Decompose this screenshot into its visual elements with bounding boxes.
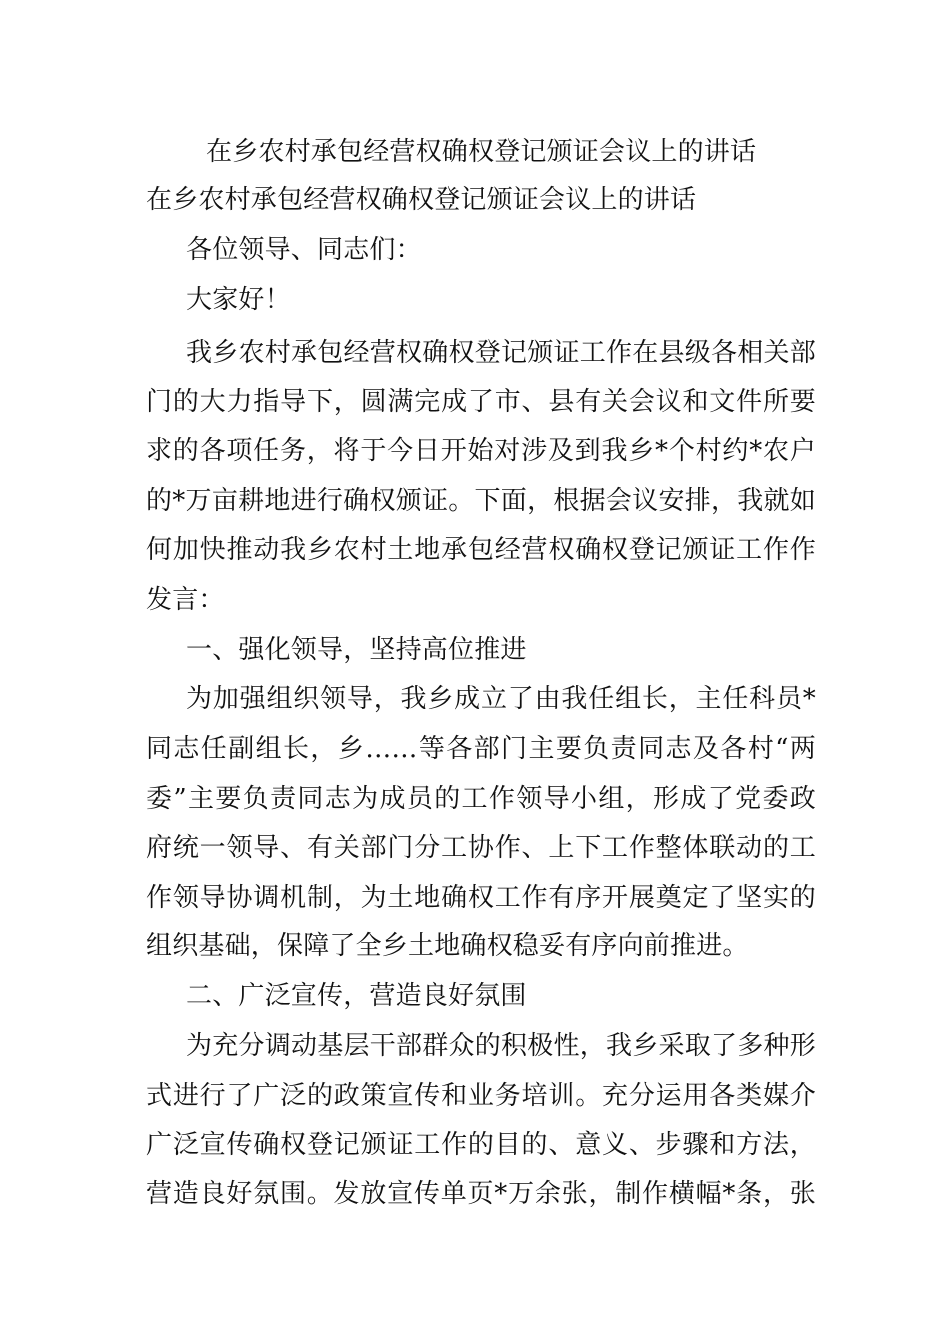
paragraph-line: 的*万亩耕地进行确权颁证。下面，根据会议安排，我就如 (146, 486, 816, 516)
paragraph-line: 组织基础，保障了全乡土地确权稳妥有序向前推进。 (146, 931, 749, 961)
paragraph-line: 委”主要负责同志为成员的工作领导小组，形成了党委政 (146, 784, 816, 814)
paragraph-line: 我乡农村承包经营权确权登记颁证工作在县级各相关部 (186, 338, 816, 368)
paragraph-line: 何加快推动我乡农村土地承包经营权确权登记颁证工作作 (146, 535, 816, 565)
paragraph-line: 广泛宣传确权登记颁证工作的目的、意义、步骤和方法， (146, 1130, 816, 1160)
salutation: 各位领导、同志们： (186, 235, 422, 265)
paragraph-line: 同志任副组长，乡……等各部门主要负责同志及各村“两 (146, 734, 816, 764)
paragraph-line: 府统一领导、有关部门分工协作、上下工作整体联动的工 (146, 833, 816, 863)
section-heading: 一、强化领导，坚持高位推进 (186, 635, 527, 665)
document-subtitle: 在乡农村承包经营权确权登记颁证会议上的讲话 (146, 185, 697, 215)
section-heading: 二、广泛宣传，营造良好氛围 (186, 981, 527, 1011)
greeting: 大家好！ (186, 285, 291, 315)
document-title: 在乡农村承包经营权确权登记颁证会议上的讲话 (206, 137, 757, 167)
paragraph-line: 门的大力指导下，圆满完成了市、县有关会议和文件所要 (146, 387, 816, 417)
paragraph-line: 为充分调动基层干部群众的积极性，我乡采取了多种形 (186, 1031, 816, 1061)
paragraph-line: 营造良好氛围。发放宣传单页*万余张，制作横幅*条，张 (146, 1179, 816, 1209)
paragraph-line: 式进行了广泛的政策宣传和业务培训。充分运用各类媒介 (146, 1081, 816, 1111)
paragraph-line: 发言： (146, 585, 225, 615)
paragraph-line: 为加强组织领导，我乡成立了由我任组长，主任科员* (186, 684, 816, 714)
paragraph-line: 求的各项任务，将于今日开始对涉及到我乡*个村约*农户 (146, 436, 816, 466)
paragraph-line: 作领导协调机制，为土地确权工作有序开展奠定了坚实的 (146, 883, 816, 913)
